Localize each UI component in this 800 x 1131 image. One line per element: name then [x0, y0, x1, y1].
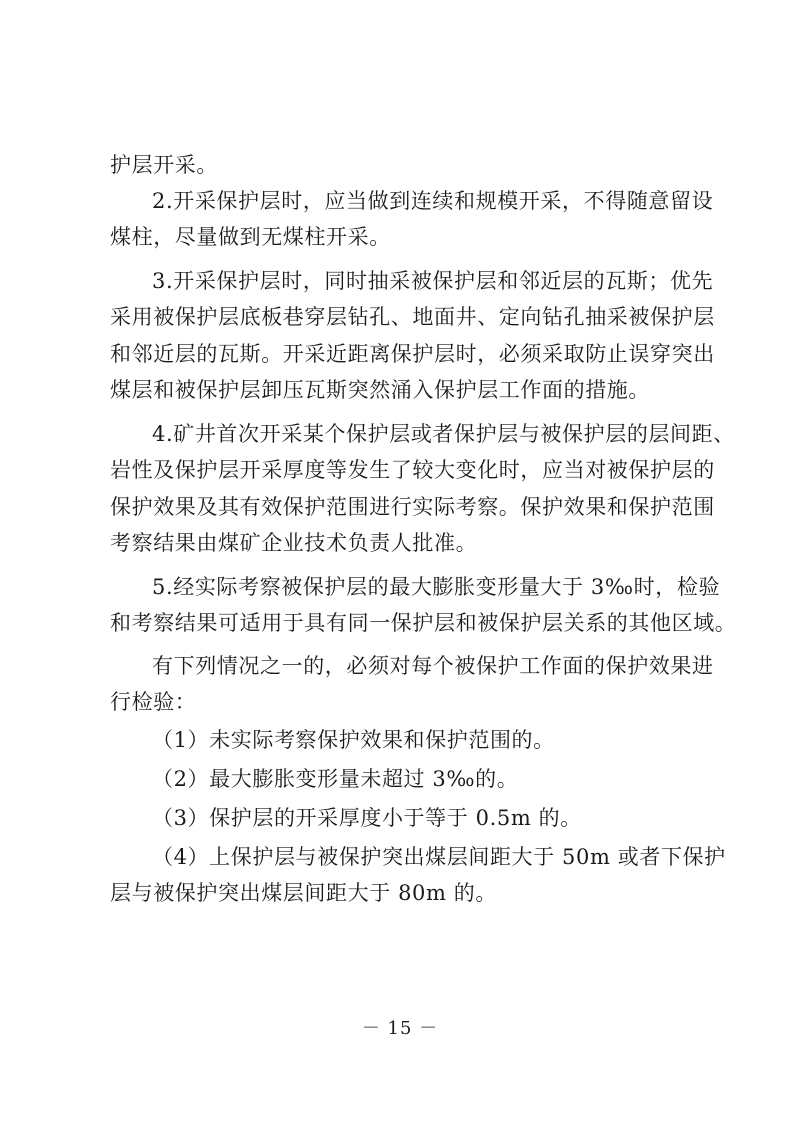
- text-line: 采用被保护层底板巷穿层钻孔、地面井、定向钻孔抽采被保护层: [110, 305, 715, 329]
- text-line: 4.矿井首次开采某个保护层或者保护层与被保护层的层间距、: [152, 422, 735, 446]
- page-number: － 15 －: [361, 1018, 439, 1039]
- list-item: （1）未实际考察保护效果和保护范围的。: [152, 728, 555, 752]
- text-line: 保护效果及其有效保护范围进行实际考察。保护效果和保护范围: [110, 495, 715, 519]
- text-line: 行检验：: [110, 690, 197, 714]
- text-line: 岩性及保护层开采厚度等发生了较大变化时，应当对被保护层的: [110, 458, 715, 482]
- text-line: 3.开采保护层时，同时抽采被保护层和邻近层的瓦斯；优先: [152, 269, 714, 293]
- text-line: 煤柱，尽量做到无煤柱开采。: [110, 225, 391, 249]
- text-line: 考察结果由煤矿企业技术负责人批准。: [110, 531, 478, 555]
- text-line: 和考察结果可适用于具有同一保护层和被保护层关系的其他区域。: [110, 611, 737, 635]
- text-line: 层与被保护突出煤层间距大于 80m 的。: [110, 881, 497, 905]
- list-item: （3）保护层的开采厚度小于等于 0.5m 的。: [152, 806, 582, 830]
- list-item: （4）上保护层与被保护突出煤层间距大于 50m 或者下保护: [152, 845, 726, 869]
- list-item: （2）最大膨胀变形量未超过 3‰的。: [152, 767, 519, 791]
- text-line: 5.经实际考察被保护层的最大膨胀变形量大于 3‰时，检验: [152, 575, 721, 599]
- text-line: 有下列情况之一的，必须对每个被保护工作面的保护效果进: [152, 654, 714, 678]
- text-line: 和邻近层的瓦斯。开采近距离保护层时，必须采取防止误穿突出: [110, 342, 715, 366]
- text-line: 护层开采。: [110, 153, 218, 177]
- text-line: 2.开采保护层时，应当做到连续和规模开采，不得随意留设: [152, 189, 714, 213]
- text-line: 煤层和被保护层卸压瓦斯突然涌入保护层工作面的措施。: [110, 378, 650, 402]
